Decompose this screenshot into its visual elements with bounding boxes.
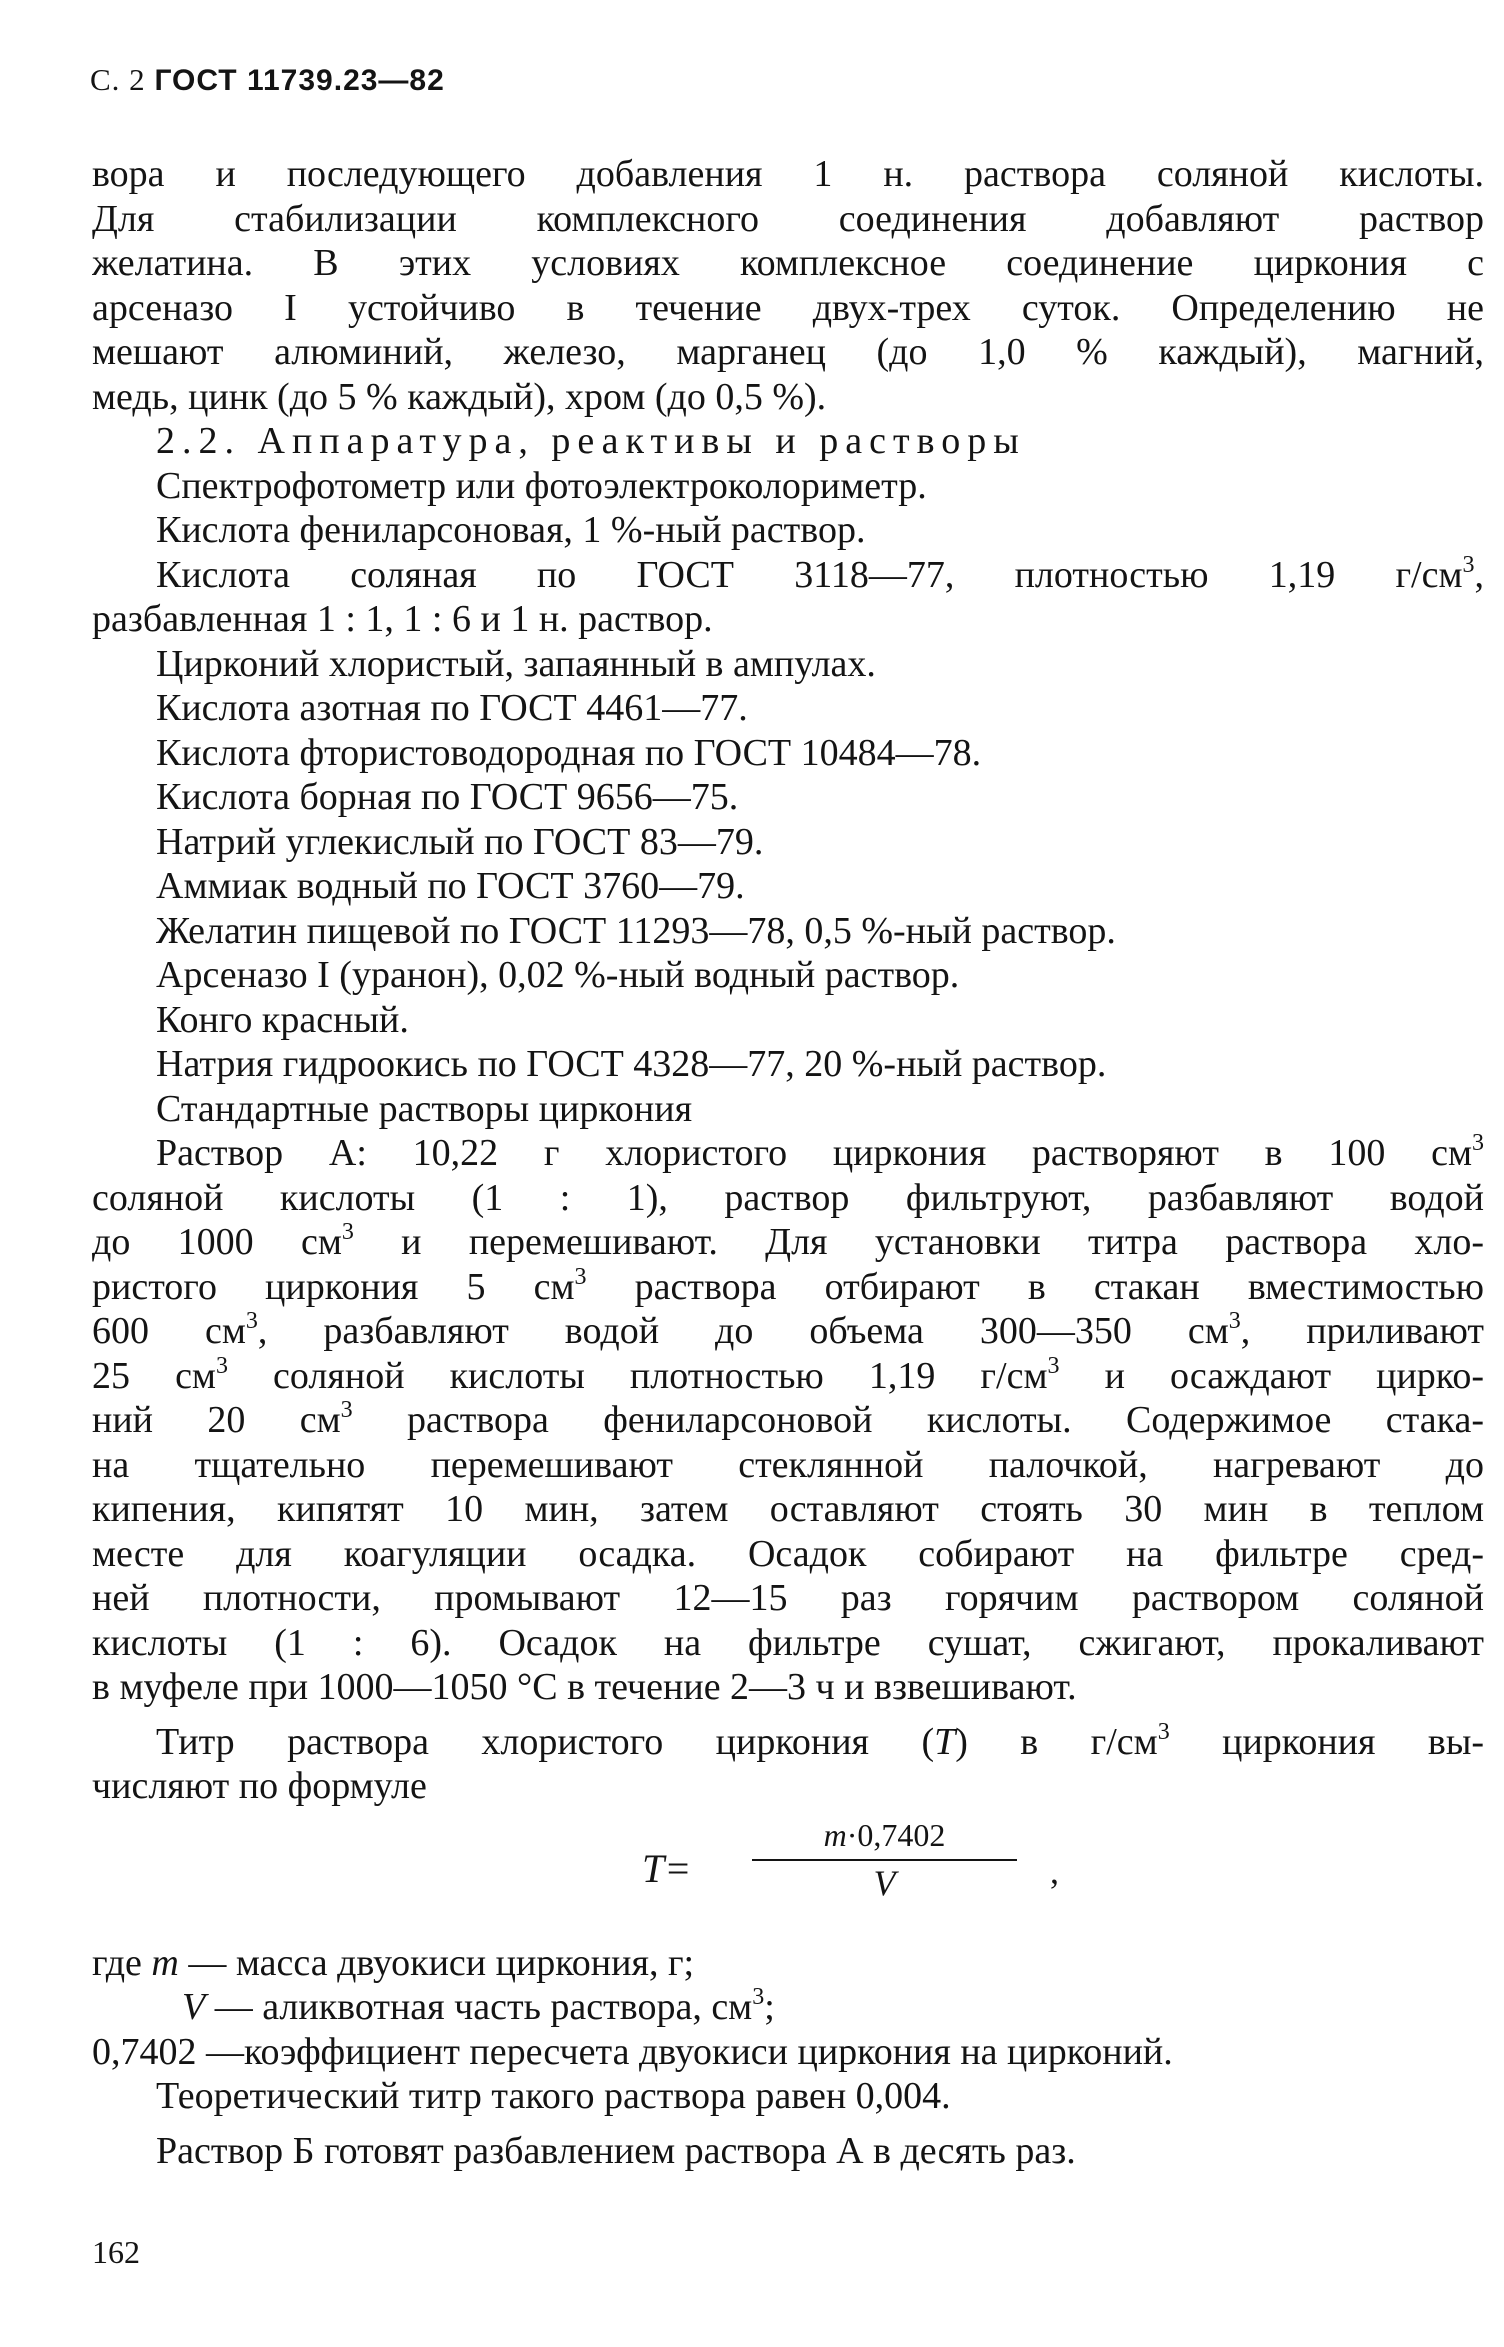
text-segment: где <box>92 1941 152 1984</box>
reagent-item: Конго красный. <box>156 998 409 1041</box>
reagent-item: Кислота соляная по ГОСТ 3118—77, плотностью 1,19 $г/см^3$, <box>156 552 1484 596</box>
superscript: 3 <box>1472 1131 1484 1156</box>
reagent-item: Натрий углекислый по ГОСТ 83—79. <box>156 820 764 863</box>
text-segment: ; <box>764 1986 775 2028</box>
reagent-item: Аммиак водный по ГОСТ 3760—79. <box>156 865 745 907</box>
text-line: Для стабилизации комплексного соединения добавляют раствор <box>92 197 1484 240</box>
reagent-item: Цирконий хлористый, запаянный в ампулах. <box>156 642 876 685</box>
text-segment: соляной кислоты плотностью 1,19 г/см <box>227 1354 1048 1397</box>
text-line: числяют по формуле <box>92 1765 427 1807</box>
text-line: Раствор Б готовят разбавлением раствора А в десять раз. <box>156 2129 1076 2172</box>
text-segment: Титр раствора хлористого циркония ( <box>156 1720 935 1763</box>
formula-fraction <box>742 1815 1027 1903</box>
text-line: Теоретический титр такого раствора равен 0,004. <box>156 2075 951 2117</box>
text-line: мешают алюминий, железо, марганец (до 1,0 % каждый), магний, <box>92 331 1484 373</box>
text-line: соляной кислоты (1 : 1), раствор фильтруют, разбавляют водой <box>92 1176 1484 1219</box>
legend-line: 0,7402 —коэффициент пересчета двуокиси циркония на цирконий. <box>92 2030 1173 2073</box>
page-number: 162 <box>92 2234 140 2270</box>
text-line: вора и последующего добавления 1 н. раствора соляной кислоты. <box>92 153 1484 195</box>
text-segment: ний 20 см <box>92 1399 341 1441</box>
text-line: медь, цинк (до 5 % каждый), хром (до 0,5 %). <box>92 375 827 418</box>
variable-m: m <box>151 1941 179 1984</box>
superscript: 3 <box>340 1398 353 1423</box>
text-line: в муфеле при 1000—1050 °С в течение 2—3 ч и взвешивают. <box>92 1666 1077 1708</box>
section-heading: 2.2. Аппаратура, реактивы и растворы <box>156 420 1026 462</box>
text-segment: Кислота соляная по ГОСТ 3118—77, плотностью 1,19 г/см <box>156 553 1463 596</box>
variable-v: V <box>182 1986 206 2028</box>
text-segment: циркония вы- <box>1169 1720 1484 1763</box>
text-segment: ) в г/см <box>955 1720 1158 1763</box>
text-line: разбавленная 1 : 1, 1 : 6 и 1 н. раствор. <box>92 598 713 640</box>
text-segment: раствора фениларсоновой кислоты. Содержимое стака- <box>352 1399 1484 1441</box>
text-line <box>92 1131 1484 1176</box>
text-line: кипения, кипятят 10 мин, затем оставляют стоять 30 мин в теплом <box>92 1488 1484 1530</box>
text-line: на тщательно перемешивают стеклянной палочкой, нагревают до <box>92 1443 1484 1486</box>
legend-line <box>92 1941 1484 1986</box>
text-line: ней плотности, промывают 12—15 раз горячим раствором соляной <box>92 1577 1484 1619</box>
superscript: 3 <box>1157 1719 1170 1745</box>
text-segment: до 1000 см <box>92 1221 342 1263</box>
text-line <box>92 1265 1484 1310</box>
text-line <box>92 1309 1484 1354</box>
reagent-item: Кислота фениларсоновая, 1 %-ный раствор. <box>156 509 866 551</box>
reagent-item: Спектрофотометр или фотоэлектроколориметр. <box>156 464 927 507</box>
text-segment: раствора отбирают в стакан вместимостью <box>586 1265 1484 1308</box>
standard-number: ГОСТ 11739.23—82 <box>154 64 445 97</box>
text-segment: ристого циркония 5 см <box>92 1265 575 1308</box>
formula-lhs: T= <box>642 1845 692 1891</box>
subsection-title: Стандартные растворы циркония <box>156 1087 693 1130</box>
text-line <box>92 1398 1484 1443</box>
reagent-item: Арсеназо I (уранон), 0,02 %-ный водный раствор. <box>156 954 960 996</box>
superscript: 3 <box>215 1353 228 1379</box>
text-segment: , разбавляют водой до объема 300—350 см <box>257 1310 1229 1352</box>
text-segment: 25 см <box>92 1354 216 1397</box>
legend-line <box>92 1985 1484 2030</box>
reagent-item: Кислота азотная по ГОСТ 4461—77. <box>156 687 748 729</box>
text-line <box>92 1720 1484 1765</box>
reagent-item: Желатин пищевой по ГОСТ 11293—78, 0,5 %-ный раствор. <box>156 909 1116 952</box>
variable-m: m <box>823 1816 847 1853</box>
text-segment: — аликвотная часть раствора, см <box>205 1986 753 2028</box>
superscript: 3 <box>1047 1353 1060 1379</box>
formula-denominator: V <box>873 1862 896 1903</box>
superscript: 3 <box>574 1264 587 1290</box>
numerator-rest: ·0,7402 <box>846 1816 946 1853</box>
page-header <box>90 62 445 98</box>
superscript: 3 <box>1462 552 1475 578</box>
variable-t: T <box>934 1720 956 1763</box>
formula-comma: , <box>1050 1850 1059 1891</box>
page-prefix: С. 2 <box>90 62 146 97</box>
text-line <box>92 1354 1484 1399</box>
superscript: 3 <box>752 1984 765 2010</box>
text-line: желатина. В этих условиях комплексное соединение циркония с <box>92 242 1484 284</box>
formula <box>92 1809 1484 1941</box>
reagent-item: Натрия гидроокись по ГОСТ 4328—77, 20 %-ный раствор. <box>156 1043 1107 1085</box>
text-segment: — масса двуокиси циркония, г; <box>178 1941 695 1984</box>
text-segment: Раствор А: 10,22 г хлористого циркония растворяют в 100 см <box>156 1132 1472 1174</box>
text-line: кислоты (1 : 6). Осадок на фильтре сушат, сжигают, прокаливают <box>92 1621 1484 1664</box>
text-line: месте для коагуляции осадка. Осадок собирают на фильтре сред- <box>92 1532 1484 1575</box>
superscript: 3 <box>341 1220 354 1245</box>
superscript: 3 <box>1228 1309 1241 1334</box>
superscript: 3 <box>245 1309 258 1334</box>
fraction-bar <box>752 1859 1017 1861</box>
formula-numerator <box>742 1815 1027 1855</box>
text-segment: 600 см <box>92 1310 246 1352</box>
reagent-item: Кислота борная по ГОСТ 9656—75. <box>156 776 739 818</box>
text-segment: , приливают <box>1240 1310 1484 1352</box>
text-segment: и перемешивают. Для установки титра раствора хло- <box>353 1221 1484 1263</box>
reagent-item: Кислота фтористоводородная по ГОСТ 10484—78. <box>156 731 982 774</box>
text-line: арсеназо I устойчиво в течение двух-трех суток. Определению не <box>92 286 1484 329</box>
text-segment: и осаждают цирко- <box>1059 1354 1484 1397</box>
text-line <box>92 1220 1484 1265</box>
document-body <box>92 152 1484 2173</box>
